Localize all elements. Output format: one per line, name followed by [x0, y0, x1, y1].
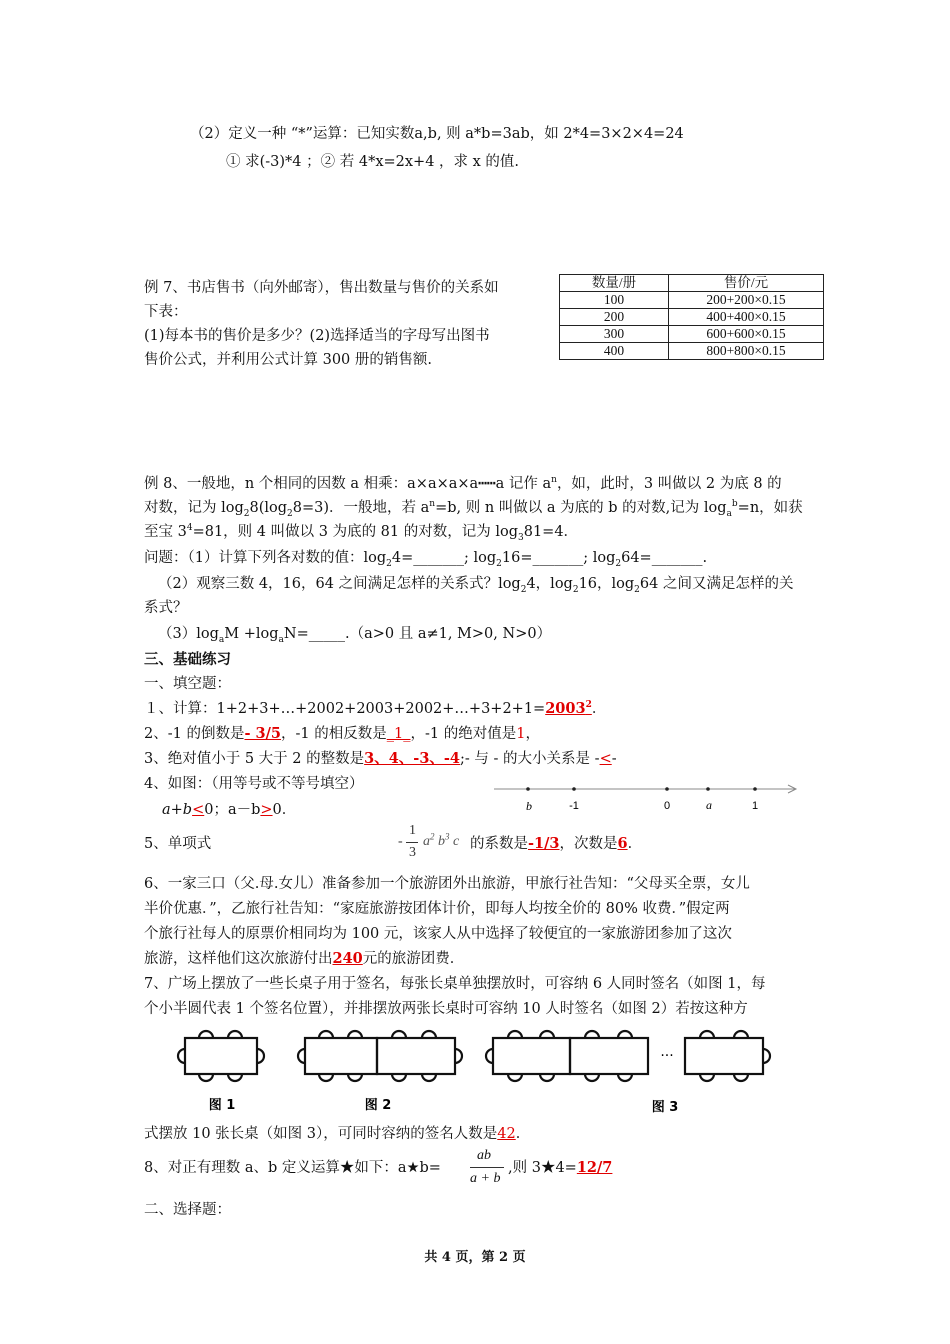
ex8-line4: 问题：（1）计算下列各对数的值：$\log_24=\_\_\_\_\_\_\_$; $\log_216=\_\_\_\_\_\_\_$; $\log_264=\_\_\_\_\_\_\_$. [144, 550, 708, 569]
table-row [560, 309, 824, 326]
figure-3-tables [486, 1031, 770, 1081]
table-header: 售价/元 [669, 275, 824, 292]
figure-1-label: 图 1 [208, 1098, 236, 1113]
item-5-text: 的系数是-1/3，次数是6． [470, 835, 643, 852]
ex8-line2: 对数，记为 $\log_28(\log_28=3)$．一般地，若 $a^n=b$, 则 n 叫做以 a 为底的 b 的对数,记为 $\log_a^b=n$，如获 [144, 499, 803, 519]
answer: 240 [332, 950, 363, 967]
section-title: 三、基础练习 [144, 651, 231, 668]
choice-title: 二、选择题： [144, 1202, 231, 1218]
answer: < [599, 751, 612, 767]
document-page: （2）定义一种 “*”运算：已知实数a,b, 则 a*b=3ab，如 2*4=3×2×4=24 ① 求(-3)*4 ；② 若 4*x=2x+4 ，求 x 的值. 例 7、书店售书（向外邮寄），售出数量与售价的关系如 下表： (1)每本书的售价是多少？(2)选择适当的字母写出图书 售价公式，并利用公式计算 300 册的销售额. 数量/册 售价/元 100 200+200×0.15 200 400+400×0.15 300 600+600×0.15 400 800+800×0.15 例 8、一般地，n 个相同的因数 a 相乘：a×a×a×a┅┅a 记作 $a^n$，如，此时，3 叫做以 2 为底 8 的 对数，记为 $\log_28(\log_28=3)$．一般地，若 $a^n=b$, 则 n 叫做以 a 为底的 b 的对数,记为 $\log_a^b=n$，如获 至宝 $3^4=81$，则 4 叫做以 3 为底的 81 的对数，记为 $\log_381=4$． 问题：（1）计算下列各对数的值：$\log_24=\_\_\_\_\_\_\_$; $\log_216=\_\_\_\_\_\_\_$; $\log_264=\_\_\_\_\_\_\_$. （2）观察三数 4，16，64 之间满足怎样的关系式？$\log_24$，$\log_216$，$\log_264$ 之间又满足怎样的关 系式？ $(3)\log_aM$ $+\log_aN=\_\_\_\_\_.(a>0$ 且 a≠1, M>0, N>0） 三、基础练习 一、填空题： １、计算：$1+2+3+\dots+2002+2003+2002+\dots+3+2+1=2003^2$． 2、-1 的倒数是- 3/5，-1 的相反数是_1_，-1 的绝对值是1， 3、绝对值小于 5 大于 2 的整数是3、4、-3、-4;- 与 - 的大小关系是 -<- 4、如图：（用等号或不等号填空） a+b<0；a－b>0． b -1 0 a 1 5、单项式 - 1 3 $a^2$ $b^3$ c 的系数是-1/3，次数是6． 6、一家三口（父.母.女儿）准备参加一个旅游团外出旅游，甲旅行社告知：“父母买全票，女儿 半价优惠．”，乙旅行社告知：“家庭旅游按团体计价，即每人均按全价的 80% 收费．”假定两 个旅行社每人的原票价相同均为 100 元，该家人从中选择了较便宜的一家旅游团参加了这次 旅游，这样他们这次旅游付出240元的旅游团费． 7、广场上摆放了一些长桌子用于签名，每张长桌单独摆放时，可容纳 6 人同时签名（如图 1，每 个小半圆代表 1 个签名位置），并排摆放两张长桌时可容纳 10 人时签名（如图 2）若按这种方 ··· 图 1 图 2 图 3 式摆放 10 张长桌（如图 3），可同时容纳的签名人数是42． 8、对正有理数 a、b 定义运算★如下：a★b= ab a + b ,则 3★4=12/7 二、选择题： 共 4 页，第 2 页 [0, 0, 950, 1344]
ex8-line3: 至宝 $3^4=81$，则 4 叫做以 3 为底的 81 的对数，记为 $\log_381=4$． [144, 523, 579, 543]
item-6-line1: 6、一家三口（父.母.女儿）准备参加一个旅游团外出旅游，甲旅行社告知：“父母买全票，女儿 [144, 876, 750, 892]
ex7-text-3: (1)每本书的售价是多少？(2)选择适当的字母写出图书 [144, 328, 490, 344]
item-4: 4、如图：（用等号或不等号填空） [144, 776, 364, 792]
table-row [560, 292, 824, 309]
tables-figure [170, 1024, 790, 1124]
figure-1-table [178, 1031, 264, 1081]
label-1: 1 [751, 800, 759, 812]
answer: -1/3 [528, 835, 560, 852]
figure-2-tables [298, 1031, 462, 1081]
ex8-line6: 系式？ [144, 600, 188, 616]
ex7-text-1: 例 7、书店售书（向外邮寄），售出数量与售价的关系如 [144, 280, 499, 296]
q2-line1: （2）定义一种 “*”运算：已知实数a,b, 则 a*b=3ab，如 2*4=3×2×4=24 [190, 126, 684, 142]
item-6-line4: 旅游，这样他们这次旅游付出240元的旅游团费． [144, 950, 465, 967]
table-header: 数量/册 [560, 275, 669, 292]
table-cell: 100 [560, 292, 669, 309]
item-7-line2: 个小半圆代表 1 个签名位置），并排摆放两张长桌时可容纳 10 人时签名（如图 2）若按这种方 [144, 1001, 748, 1017]
label-minus-1: -1 [569, 800, 579, 812]
point-0 [665, 787, 669, 791]
ellipsis: ··· [660, 1048, 674, 1064]
table-cell: 200+200×0.15 [669, 292, 824, 309]
item-2: 2、-1 的倒数是- 3/5，-1 的相反数是_1_，-1 的绝对值是1， [144, 725, 540, 742]
table-row [560, 326, 824, 343]
item-5-label: 5、单项式 [144, 836, 212, 852]
item-8-text: ,则 3★4=12/7 [508, 1159, 613, 1176]
item-6-line3: 个旅行社每人的原票价相同均为 100 元，该家人从中选择了较便宜的一家旅游团参加了这次 [144, 926, 732, 942]
q2-line2: ① 求(-3)*4 ；② 若 4*x=2x+4 ，求 x 的值. [226, 154, 520, 170]
table-header-row [560, 275, 824, 292]
table-cell: 400+400×0.15 [669, 309, 824, 326]
label-b: b [526, 799, 532, 813]
label-0: 0 [663, 800, 671, 812]
answer: 1 [516, 726, 526, 742]
point-a [706, 787, 710, 791]
answer: 12/7 [576, 1159, 613, 1176]
table-cell: 200 [560, 309, 669, 326]
ex8-line5: （2）观察三数 4，16，64 之间满足怎样的关系式？$\log_24$，$\log_216$，$\log_264$ 之间又满足怎样的关 [158, 576, 794, 595]
price-table [559, 274, 824, 360]
ex8-line7: $(3)\log_aM$ $+\log_aN=\_\_\_\_\_.(a>0$ 且 a≠1, M>0, N>0） [158, 626, 552, 645]
item-4-answer-line: a+b<0；a－b>0． [162, 802, 297, 818]
item-8-label: 8、对正有理数 a、b 定义运算★如下：a★b= [144, 1160, 441, 1176]
answer: 3、4、-3、-4 [364, 750, 461, 767]
answer: 42 [497, 1126, 516, 1142]
point-minus-1 [572, 787, 576, 791]
answer: - 3/5 [244, 725, 282, 742]
item-3: 3、绝对值小于 5 大于 2 的整数是3、4、-3、-4;- 与 - 的大小关系是 -<- [144, 750, 617, 767]
table-cell: 800+800×0.15 [669, 343, 824, 360]
number-line [490, 778, 810, 818]
point-1 [753, 787, 757, 791]
figure-3-label: 图 3 [651, 1100, 679, 1115]
fill-blank-title: 一、填空题： [144, 676, 231, 692]
answer: < [192, 802, 205, 818]
answer: > [260, 802, 273, 818]
item-7-line1: 7、广场上摆放了一些长桌子用于签名，每张长桌单独摆放时，可容纳 6 人同时签名（如图 1，每 [144, 976, 766, 992]
answer: _1_ [386, 726, 411, 742]
point-b [526, 787, 530, 791]
table-cell: 300 [560, 326, 669, 343]
figure-2-label: 图 2 [364, 1098, 392, 1113]
table-cell: 400 [560, 343, 669, 360]
answer: 6 [617, 835, 628, 852]
label-a: a [706, 798, 712, 812]
table-row [560, 343, 824, 360]
ex8-line1: 例 8、一般地，n 个相同的因数 a 相乘：a×a×a×a┅┅a 记作 $a^n$，如，此时，3 叫做以 2 为底 8 的 [144, 475, 782, 492]
item-6-line2: 半价优惠．”，乙旅行社告知：“家庭旅游按团体计价，即每人均按全价的 80% 收费．”假定两 [144, 901, 730, 917]
ex7-text-2: 下表： [144, 304, 188, 320]
item-1: １、计算：$1+2+3+\dots+2002+2003+2002+\dots+3+2+1=2003^2$． [144, 700, 607, 717]
table-cell: 600+600×0.15 [669, 326, 824, 343]
item-7-line3: 式摆放 10 张长桌（如图 3），可同时容纳的签名人数是42． [144, 1126, 531, 1142]
page-footer: 共 4 页，第 2 页 [424, 1250, 526, 1265]
answer: 2003$^2$ [545, 700, 592, 717]
ex7-text-4: 售价公式，并利用公式计算 300 册的销售额. [144, 352, 433, 368]
